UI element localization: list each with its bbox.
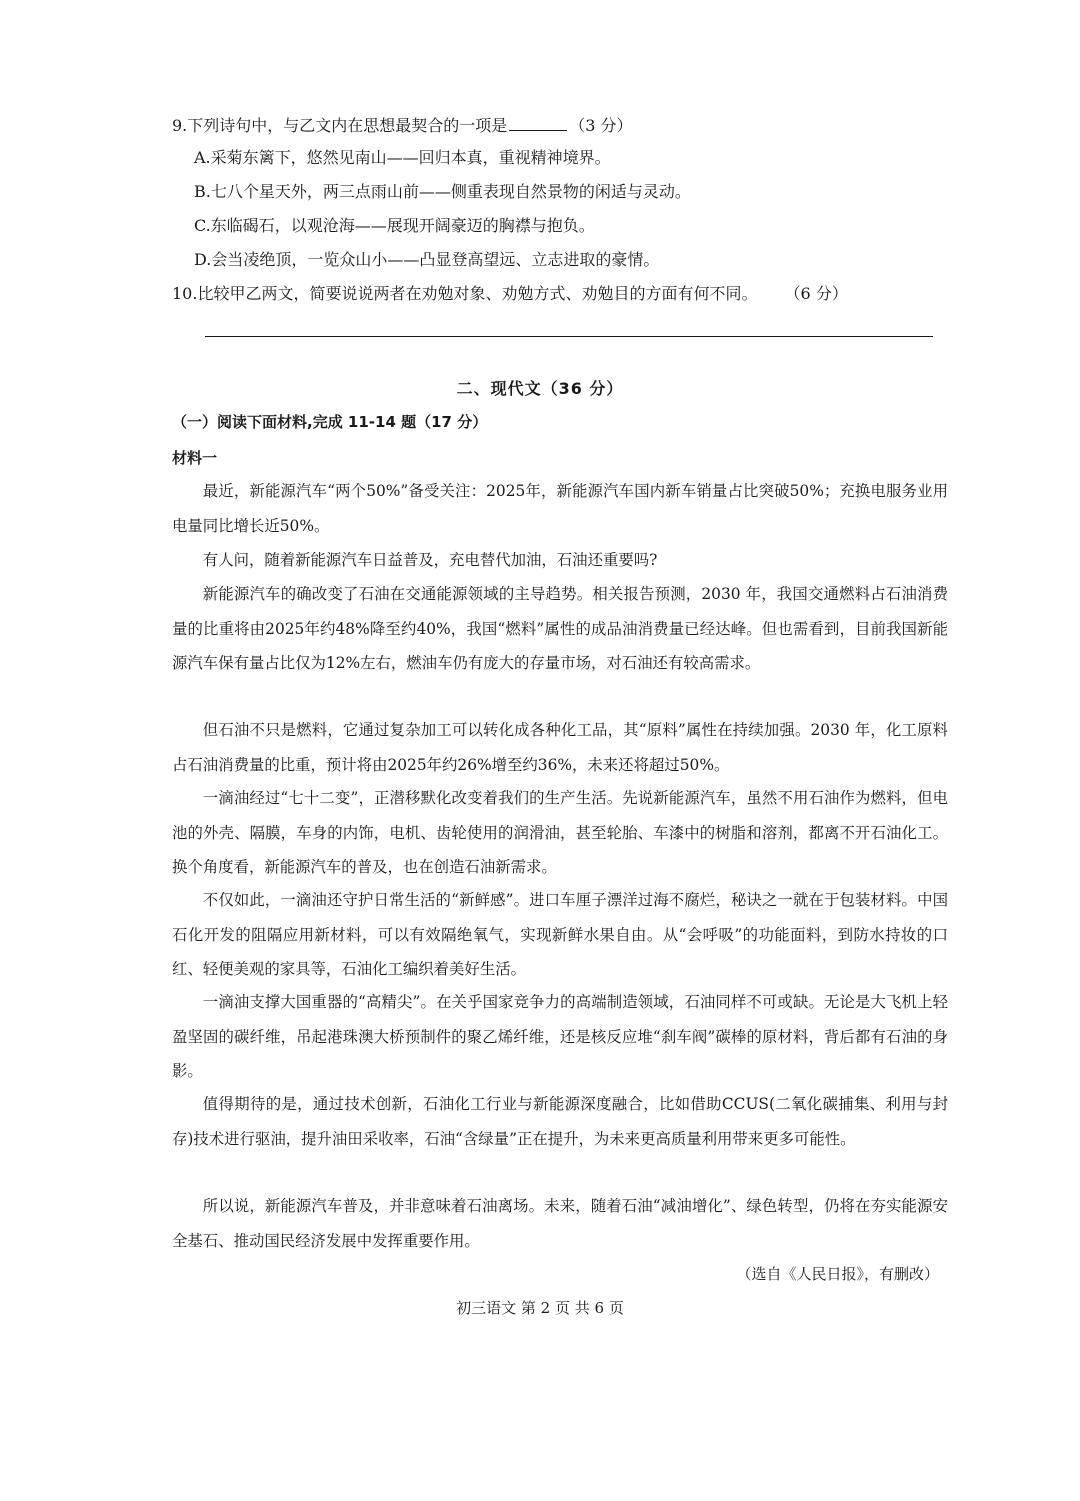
option-d: D.会当凌绝顶，一览众山小——凸显登高望远、立志进取的豪情。 <box>194 250 660 269</box>
paragraph-7: 一滴油支撑大国重器的“高精尖”。在关乎国家竞争力的高端制造领域，石油同样不可或缺。无论是大飞机上轻盈坚固的碳纤维，吊起港珠澳大桥预制件的聚乙烯纤维，还是核反应堆“刹车阀”碳棒的原材料，背后都有石油的身影。 <box>172 993 948 1080</box>
question-9-stem: 9.下列诗句中，与乙文内在思想最契合的一项是 <box>172 116 508 135</box>
page-footer: 初三语文 第 2 页 共 6 页 <box>456 1299 624 1317</box>
source-citation: （选自《人民日报》，有删改） <box>736 1265 939 1283</box>
paragraph-3: 新能源汽车的确改变了石油在交通能源领域的主导趋势。相关报告预测，2030 年，我国交通燃料占石油消费量的比重将由2025年约48%降至约40%，我国“燃料”属性的成品油消费量已经达峰。但也需看到，目前我国新能源汽车保有量占比仅为12%左右，燃油车仍有庞大的存量市场，对石油还有较高需求。 <box>172 585 948 672</box>
paragraph-5: 一滴油经过“七十二变”，正潜移默化改变着我们的生产生活。先说新能源汽车，虽然不用石油作为燃料，但电池的外壳、隔膜，车身的内饰，电机、齿轮使用的润滑油，甚至轮胎、车漆中的树脂和溶剂，都离不开石油化工。换个角度看，新能源汽车的普及，也在创造石油新需求。 <box>172 789 948 876</box>
section-title: 二、现代文（36 分） <box>456 379 624 398</box>
material-label: 材料一 <box>172 449 218 467</box>
option-c: C.东临碣石，以观沧海——展现开阔豪迈的胸襟与抱负。 <box>194 216 595 235</box>
question-9-points: （3 分） <box>569 116 633 135</box>
paragraph-2: 有人问，随着新能源汽车日益普及，充电替代加油，石油还重要吗? <box>202 551 658 569</box>
option-a: A.采菊东篱下，悠然见南山——回归本真，重视精神境界。 <box>194 148 611 167</box>
question-10 <box>172 282 848 306</box>
option-b: B.七八个星天外，两三点雨山前——侧重表现自然景物的闲适与灵动。 <box>194 182 691 201</box>
paragraph-8: 值得期待的是，通过技术创新，石油化工行业与新能源深度融合，比如借助CCUS(二氧化碳捕集、利用与封存)技术进行驱油，提升油田采收率，石油“含绿量”正在提升，为未来更高质量利用带来更多可能性。 <box>172 1095 948 1148</box>
paragraph-1: 最近，新能源汽车“两个50%”备受关注：2025年，新能源汽车国内新车销量占比突破50%；充换电服务业用电量同比增长近50%。 <box>172 482 948 535</box>
question-10-stem: 10.比较甲乙两文，简要说说两者在劝勉对象、劝勉方式、劝勉目的方面有何不同。 <box>172 284 758 303</box>
answer-blank[interactable] <box>509 112 567 131</box>
paragraph-4: 但石油不只是燃料，它通过复杂加工可以转化成各种化工品，其“原料”属性在持续加强。2030 年，化工原料占石油消费量的比重，预计将由2025年约26%增至约36%，未来还将超过50%。 <box>172 721 948 774</box>
answer-line[interactable] <box>205 336 933 337</box>
question-9 <box>172 112 633 138</box>
reading-instructions: （一）阅读下面材料,完成 11-14 题（17 分） <box>172 413 488 431</box>
paragraph-6: 不仅如此，一滴油还守护日常生活的“新鲜感”。进口车厘子漂洋过海不腐烂，秘诀之一就在于包装材料。中国石化开发的阻隔应用新材料，可以有效隔绝氧气，实现新鲜水果自由。从“会呼吸”的功能面料，到防水持妆的口红、轻便美观的家具等，石油化工编织着美好生活。 <box>172 891 948 978</box>
paragraph-9: 所以说，新能源汽车普及，并非意味着石油离场。未来，随着石油“减油增化”、绿色转型，仍将在夯实能源安全基石、推动国民经济发展中发挥重要作用。 <box>172 1197 948 1250</box>
question-10-points: （6 分） <box>784 284 848 303</box>
